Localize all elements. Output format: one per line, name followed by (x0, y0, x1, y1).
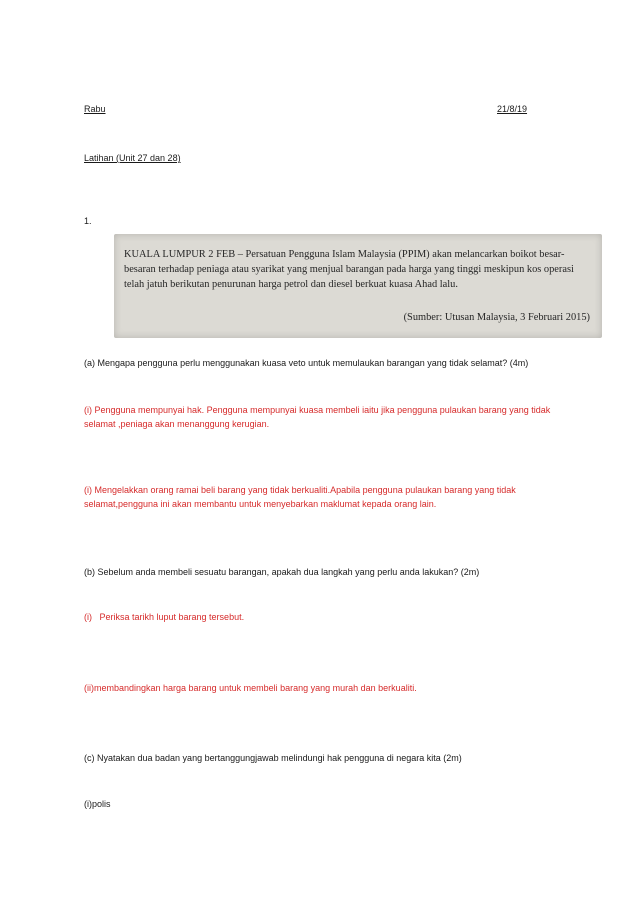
answer-b-1: (i) Periksa tarikh luput barang tersebut. (84, 612, 245, 622)
answer-a-2: (i) Mengelakkan orang ramai beli barang yang tidak berkualiti.Apabila pengguna pulaukan barang yang tidak selamat,pengguna ini akan membantu untuk menyebarkan maklumat kepada orang lain. (84, 485, 516, 509)
day-label: Rabu (84, 104, 106, 114)
question-a: (a) Mengapa pengguna perlu menggunakan kuasa veto untuk memulaukan barangan yang tidak selamat? (4m) (84, 358, 529, 368)
exercise-title: Latihan (Unit 27 dan 28) (84, 153, 181, 163)
question-c: (c) Nyatakan dua badan yang bertanggungjawab melindungi hak pengguna di negara kita (2m) (84, 753, 462, 763)
question-number: 1. (84, 216, 92, 226)
question-b: (b) Sebelum anda membeli sesuatu barangan, apakah dua langkah yang perlu anda lakukan? (2m) (84, 567, 480, 577)
date-label: 21/8/19 (497, 104, 528, 114)
clipping-source: (Sumber: Utusan Malaysia, 3 Februari 2015) (403, 312, 590, 323)
answer-a-1: (i) Pengguna mempunyai hak. Pengguna mempunyai kuasa membeli iaitu jika pengguna pulaukan barang yang tidak selamat ,peniaga akan menanggung kerugian. (84, 405, 551, 429)
answer-c-1: (i)polis (84, 799, 111, 809)
newspaper-clipping (114, 234, 602, 338)
answer-b-2: (ii)membandingkan harga barang untuk membeli barang yang murah dan berkualiti. (84, 683, 417, 693)
clipping-text: KUALA LUMPUR 2 FEB – Persatuan Pengguna Islam Malaysia (PPIM) akan melancarkan boikot besar-besaran terhadap peniaga atau syarikat yang menjual barangan pada harga yang tinggi meskipun kos operasi telah jatuh berikutan penurunan harga petrol dan diesel berkuat kuasa Ahad lalu. (124, 249, 574, 290)
